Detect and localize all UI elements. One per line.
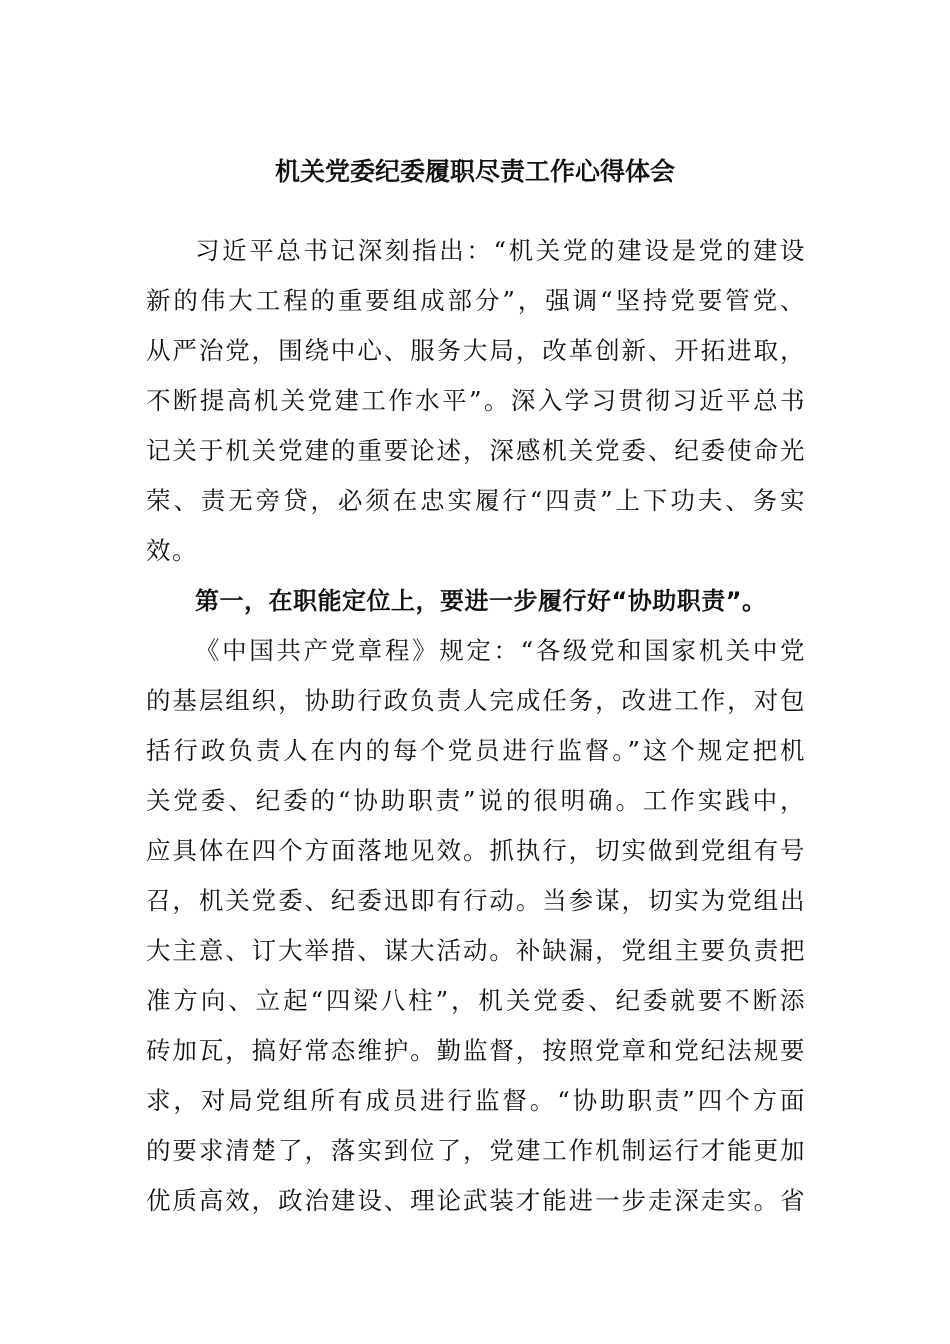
paragraph-1-line: 效。 (146, 536, 198, 565)
document-title: 机关党委纪委履职尽责工作心得体会 (274, 157, 675, 186)
paragraph-1-line: 荣、责无旁贷，必须在忠实履行“四责”上下功夫、务实 (146, 486, 806, 515)
paragraph-2-line: 应具体在四个方面落地见效。抓执行，切实做到党组有号 (146, 836, 806, 865)
paragraph-2-line: 的基层组织，协助行政负责人完成任务，改进工作，对包 (146, 686, 806, 715)
paragraph-1-line: 不断提高机关党建工作水平”。深入学习贯彻习近平总书 (146, 386, 806, 415)
paragraph-2-line: 《中国共产党章程》规定：“各级党和国家机关中党 (195, 636, 806, 665)
paragraph-2-line: 求，对局党组所有成员进行监督。“协助职责”四个方面 (146, 1086, 806, 1115)
paragraph-2-line: 优质高效，政治建设、理论武装才能进一步走深走实。省 (146, 1186, 806, 1215)
paragraph-1-line: 记关于机关党建的重要论述，深感机关党委、纪委使命光 (146, 436, 806, 465)
paragraph-2-line: 准方向、立起“四梁八柱”，机关党委、纪委就要不断添 (146, 986, 806, 1015)
paragraph-2-line: 括行政负责人在内的每个党员进行监督。”这个规定把机 (146, 736, 806, 765)
paragraph-2-line: 砖加瓦，搞好常态维护。勤监督，按照党章和党纪法规要 (146, 1036, 806, 1065)
document-body (146, 226, 806, 1226)
paragraph-1-line: 习近平总书记深刻指出：“机关党的建设是党的建设 (195, 236, 806, 265)
paragraph-2-line: 召，机关党委、纪委迅即有行动。当参谋，切实为党组出 (146, 886, 806, 915)
paragraph-2-line: 关党委、纪委的“协助职责”说的很明确。工作实践中， (146, 786, 806, 815)
section-heading-1: 第一，在职能定位上，要进一步履行好“协助职责”。 (195, 587, 767, 615)
paragraph-2-line: 大主意、订大举措、谋大活动。补缺漏，党组主要负责把 (146, 936, 806, 965)
paragraph-1-line: 新的伟大工程的重要组成部分”，强调“坚持党要管党、 (146, 286, 806, 315)
paragraph-2-line: 的要求清楚了，落实到位了，党建工作机制运行才能更加 (146, 1136, 806, 1165)
paragraph-1-line: 从严治党，围绕中心、服务大局，改革创新、开拓进取， (146, 336, 806, 365)
